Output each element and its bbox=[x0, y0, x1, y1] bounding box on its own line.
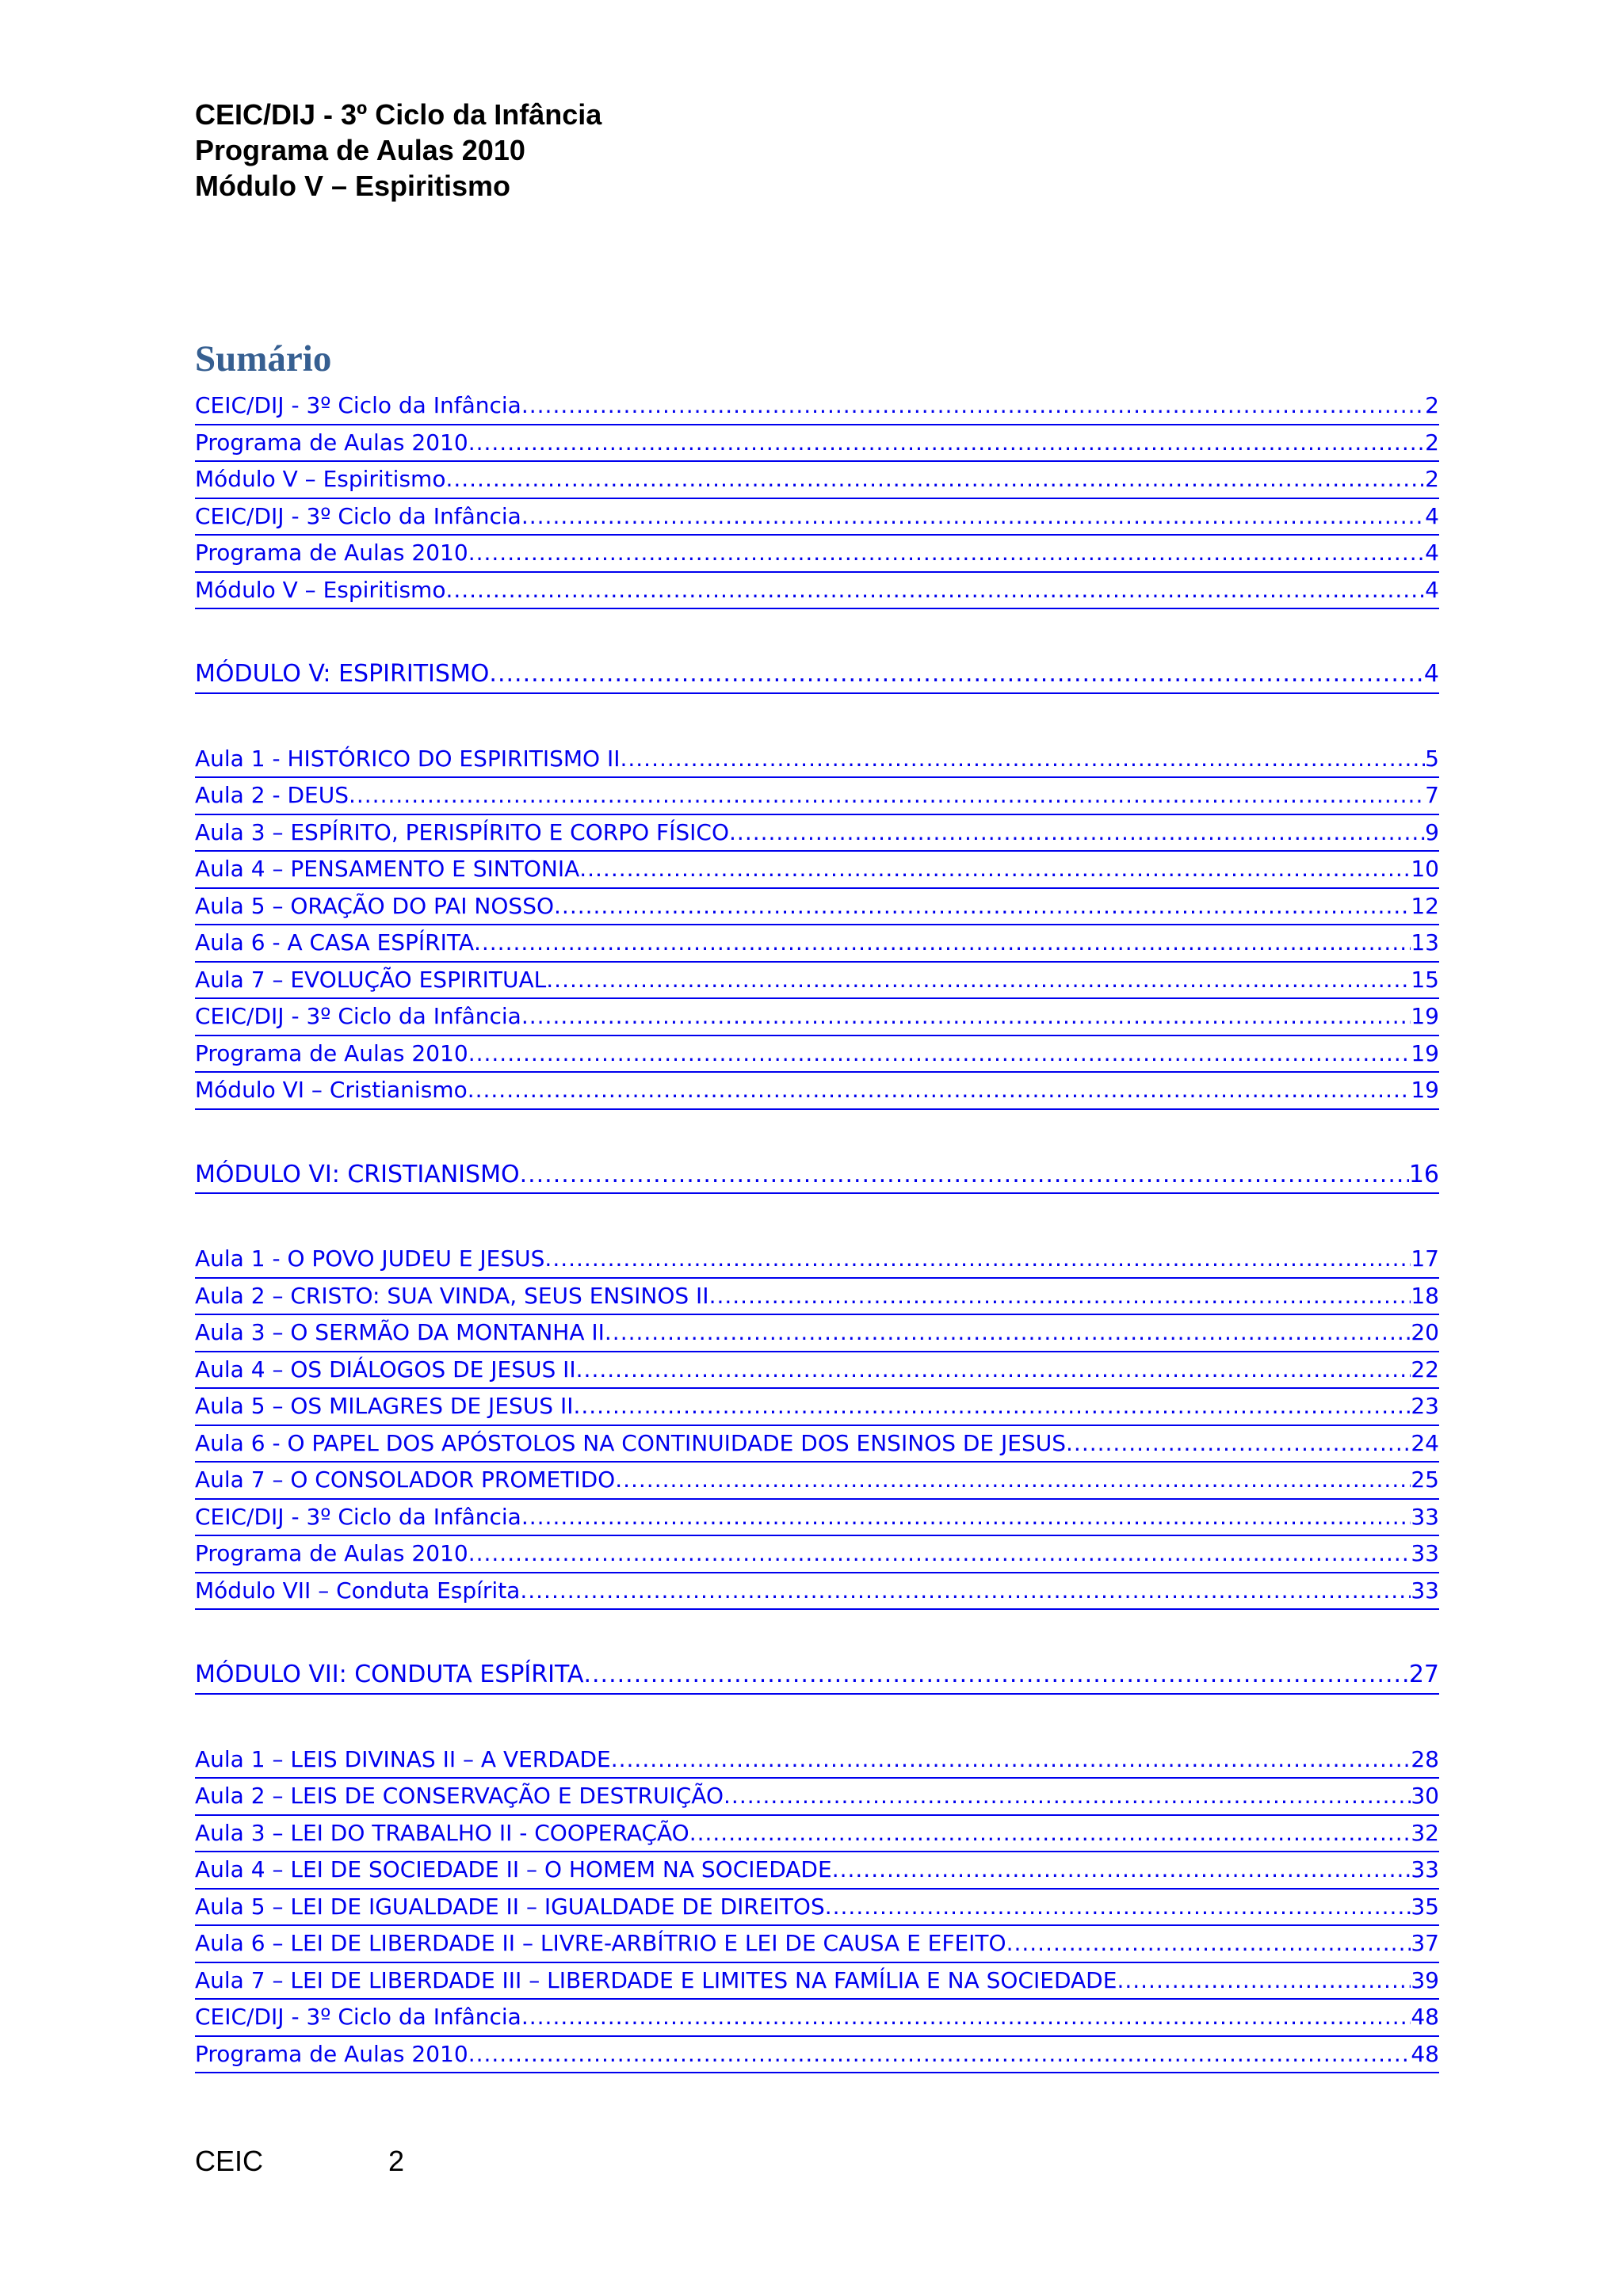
toc-entry[interactable] bbox=[195, 536, 1439, 573]
toc-entry-text: Aula 5 – LEI DE IGUALDADE II – IGUALDADE DE DIREITOS bbox=[195, 1893, 825, 1920]
toc-entry-page: 33 bbox=[1411, 1577, 1439, 1604]
toc-entry-page: 15 bbox=[1411, 966, 1439, 993]
toc-entry-text: Módulo V – Espiritismo bbox=[195, 576, 446, 603]
toc-entry-page: 48 bbox=[1411, 2004, 1439, 2030]
toc-entry-page: 28 bbox=[1411, 1745, 1439, 1772]
toc-entry-text: Aula 6 – LEI DE LIBERDADE II – LIVRE-ARBÍTRIO E LEI DE CAUSA E EFEITO bbox=[195, 1930, 1006, 1956]
header-line-2: Programa de Aulas 2010 bbox=[195, 134, 525, 166]
toc-entry-page: 13 bbox=[1411, 929, 1439, 955]
toc-entry-text: Aula 7 – EVOLUÇÃO ESPIRITUAL bbox=[195, 966, 547, 993]
page-header bbox=[195, 97, 601, 204]
toc-entry[interactable] bbox=[195, 1852, 1439, 1890]
footer-label: CEIC bbox=[195, 2145, 264, 2177]
toc-entry-page: 7 bbox=[1425, 782, 1439, 808]
toc-entry[interactable] bbox=[195, 1890, 1439, 1927]
toc-entry-text: Aula 4 – OS DIÁLOGOS DE JESUS II bbox=[195, 1356, 576, 1383]
toc-entry[interactable] bbox=[195, 1389, 1439, 1426]
toc-entry[interactable] bbox=[195, 462, 1439, 499]
toc-entry[interactable] bbox=[195, 1500, 1439, 1537]
toc-entry-page: 17 bbox=[1411, 1245, 1439, 1272]
toc-entry[interactable] bbox=[195, 425, 1439, 463]
toc-entry-text: Aula 3 – ESPÍRITO, PERISPÍRITO E CORPO FÍSICO bbox=[195, 818, 730, 845]
toc-entry-page: 2 bbox=[1425, 466, 1439, 492]
toc-entry[interactable] bbox=[195, 963, 1439, 1000]
toc-entry-page: 4 bbox=[1425, 576, 1439, 603]
toc-entry-text: Aula 2 – CRISTO: SUA VINDA, SEUS ENSINOS II bbox=[195, 1282, 709, 1309]
toc-entry-page: 2 bbox=[1425, 429, 1439, 456]
toc-module-entry[interactable] bbox=[195, 1158, 1439, 1195]
toc-entry-text: Aula 3 – LEI DO TRABALHO II - COOPERAÇÃO bbox=[195, 1819, 689, 1846]
toc-entry-page: 33 bbox=[1411, 1503, 1439, 1530]
toc-entry[interactable] bbox=[195, 573, 1439, 610]
toc-entry-page: 4 bbox=[1423, 660, 1439, 688]
toc-entry[interactable] bbox=[195, 1036, 1439, 1074]
toc-entry[interactable] bbox=[195, 1073, 1439, 1110]
toc-entry-text: CEIC/DIJ - 3º Ciclo da Infância bbox=[195, 1503, 521, 1530]
toc-module-entry[interactable] bbox=[195, 1657, 1439, 1695]
toc-entry-page: 19 bbox=[1411, 1077, 1439, 1103]
toc-entry-page: 24 bbox=[1411, 1429, 1439, 1456]
toc-entry-page: 10 bbox=[1411, 856, 1439, 882]
toc-entry-text: Aula 4 – LEI DE SOCIEDADE II – O HOMEM NA SOCIEDADE bbox=[195, 1856, 832, 1882]
toc-entry-page: 19 bbox=[1411, 1039, 1439, 1066]
toc-entry-page: 16 bbox=[1408, 1160, 1439, 1188]
toc-entry-page: 48 bbox=[1411, 2040, 1439, 2067]
toc-entry-text: Programa de Aulas 2010 bbox=[195, 1039, 468, 1066]
toc-entry[interactable] bbox=[195, 1816, 1439, 1853]
toc-entry[interactable] bbox=[195, 2037, 1439, 2074]
toc-entry-page: 20 bbox=[1411, 1319, 1439, 1345]
toc-entry-page: 25 bbox=[1411, 1466, 1439, 1493]
header-line-1: CEIC/DIJ - 3º Ciclo da Infância bbox=[195, 98, 602, 131]
toc-entry-page: 4 bbox=[1425, 540, 1439, 566]
table-of-contents bbox=[195, 388, 1439, 2073]
toc-entry-text: Aula 1 – LEIS DIVINAS II – A VERDADE bbox=[195, 1745, 611, 1772]
toc-entry-page: 2 bbox=[1425, 392, 1439, 418]
toc-entry[interactable] bbox=[195, 815, 1439, 852]
toc-entry-page: 9 bbox=[1425, 818, 1439, 845]
toc-entry-text: Aula 5 – ORAÇÃO DO PAI NOSSO bbox=[195, 892, 555, 919]
toc-entry-text: Aula 6 - A CASA ESPÍRITA bbox=[195, 929, 474, 955]
toc-entry-page: 18 bbox=[1411, 1282, 1439, 1309]
toc-entry[interactable] bbox=[195, 1352, 1439, 1390]
toc-entry-text: Aula 2 – LEIS DE CONSERVAÇÃO E DESTRUIÇÃO bbox=[195, 1783, 724, 1809]
toc-entry-page: 39 bbox=[1411, 1966, 1439, 1993]
toc-entry-text: Aula 7 – O CONSOLADOR PROMETIDO bbox=[195, 1466, 616, 1493]
toc-entry[interactable] bbox=[195, 1426, 1439, 1463]
toc-entry[interactable] bbox=[195, 1742, 1439, 1779]
toc-entry-page: 4 bbox=[1425, 502, 1439, 529]
toc-entry[interactable] bbox=[195, 999, 1439, 1036]
toc-entry-page: 30 bbox=[1411, 1783, 1439, 1809]
toc-entry[interactable] bbox=[195, 852, 1439, 889]
toc-module-entry[interactable] bbox=[195, 657, 1439, 694]
toc-entry[interactable] bbox=[195, 925, 1439, 963]
toc-entry-page: 19 bbox=[1411, 1003, 1439, 1029]
toc-entry-text: Aula 3 – O SERMÃO DA MONTANHA II bbox=[195, 1319, 605, 1345]
toc-entry[interactable] bbox=[195, 1241, 1439, 1279]
toc-entry-text: CEIC/DIJ - 3º Ciclo da Infância bbox=[195, 1003, 521, 1029]
toc-entry-text: MÓDULO VII: CONDUTA ESPÍRITA bbox=[195, 1661, 584, 1688]
toc-entry-page: 33 bbox=[1411, 1856, 1439, 1882]
toc-entry[interactable] bbox=[195, 1536, 1439, 1573]
toc-entry-text: Aula 5 – OS MILAGRES DE JESUS II bbox=[195, 1393, 574, 1419]
toc-entry[interactable] bbox=[195, 778, 1439, 815]
toc-entry-text: Programa de Aulas 2010 bbox=[195, 540, 468, 566]
toc-entry-page: 37 bbox=[1411, 1930, 1439, 1956]
toc-entry-text: Aula 4 – PENSAMENTO E SINTONIA bbox=[195, 856, 580, 882]
toc-entry-text: MÓDULO V: ESPIRITISMO bbox=[195, 660, 490, 688]
toc-entry-text: Programa de Aulas 2010 bbox=[195, 1540, 468, 1566]
toc-entry-text: Aula 1 - HISTÓRICO DO ESPIRITISMO II bbox=[195, 745, 621, 772]
toc-entry[interactable] bbox=[195, 1963, 1439, 2000]
toc-entry[interactable] bbox=[195, 2000, 1439, 2037]
toc-entry-text: CEIC/DIJ - 3º Ciclo da Infância bbox=[195, 392, 521, 418]
footer-page-number: 2 bbox=[388, 2145, 405, 2177]
toc-entry-text: MÓDULO VI: CRISTIANISMO bbox=[195, 1160, 520, 1188]
toc-entry-text: Aula 7 – LEI DE LIBERDADE III – LIBERDADE E LIMITES NA FAMÍLIA E NA SOCIEDADE bbox=[195, 1966, 1117, 1993]
toc-entry[interactable] bbox=[195, 742, 1439, 779]
toc-entry-page: 32 bbox=[1411, 1819, 1439, 1846]
toc-entry-page: 33 bbox=[1411, 1540, 1439, 1566]
toc-entry-text: CEIC/DIJ - 3º Ciclo da Infância bbox=[195, 502, 521, 529]
toc-entry[interactable] bbox=[195, 1779, 1439, 1816]
toc-entry-text: Aula 1 - O POVO JUDEU E JESUS bbox=[195, 1245, 545, 1272]
toc-entry-page: 5 bbox=[1425, 745, 1439, 772]
toc-entry[interactable] bbox=[195, 1279, 1439, 1316]
toc-entry-text: CEIC/DIJ - 3º Ciclo da Infância bbox=[195, 2004, 521, 2030]
toc-entry[interactable] bbox=[195, 1315, 1439, 1352]
toc-entry-page: 23 bbox=[1411, 1393, 1439, 1419]
toc-entry-text: Módulo VI – Cristianismo bbox=[195, 1077, 468, 1103]
toc-entry-text: Aula 2 - DEUS bbox=[195, 782, 349, 808]
toc-entry-page: 12 bbox=[1411, 892, 1439, 919]
toc-entry-text: Programa de Aulas 2010 bbox=[195, 2040, 468, 2067]
toc-title: Sumário bbox=[195, 338, 332, 379]
toc-entry[interactable] bbox=[195, 388, 1439, 425]
toc-entry-text: Programa de Aulas 2010 bbox=[195, 429, 468, 456]
toc-entry[interactable] bbox=[195, 1463, 1439, 1500]
toc-entry-page: 22 bbox=[1411, 1356, 1439, 1383]
toc-entry[interactable] bbox=[195, 499, 1439, 536]
header-line-3: Módulo V – Espiritismo bbox=[195, 170, 511, 202]
toc-entry-page: 27 bbox=[1408, 1661, 1439, 1688]
toc-entry-text: Aula 6 - O PAPEL DOS APÓSTOLOS NA CONTINUIDADE DOS ENSINOS DE JESUS bbox=[195, 1429, 1067, 1456]
toc-entry[interactable] bbox=[195, 1926, 1439, 1963]
toc-entry[interactable] bbox=[195, 1573, 1439, 1611]
toc-entry-page: 35 bbox=[1411, 1893, 1439, 1920]
toc-entry-text: Módulo VII – Conduta Espírita bbox=[195, 1577, 521, 1604]
toc-entry-text: Módulo V – Espiritismo bbox=[195, 466, 446, 492]
toc-entry[interactable] bbox=[195, 889, 1439, 926]
